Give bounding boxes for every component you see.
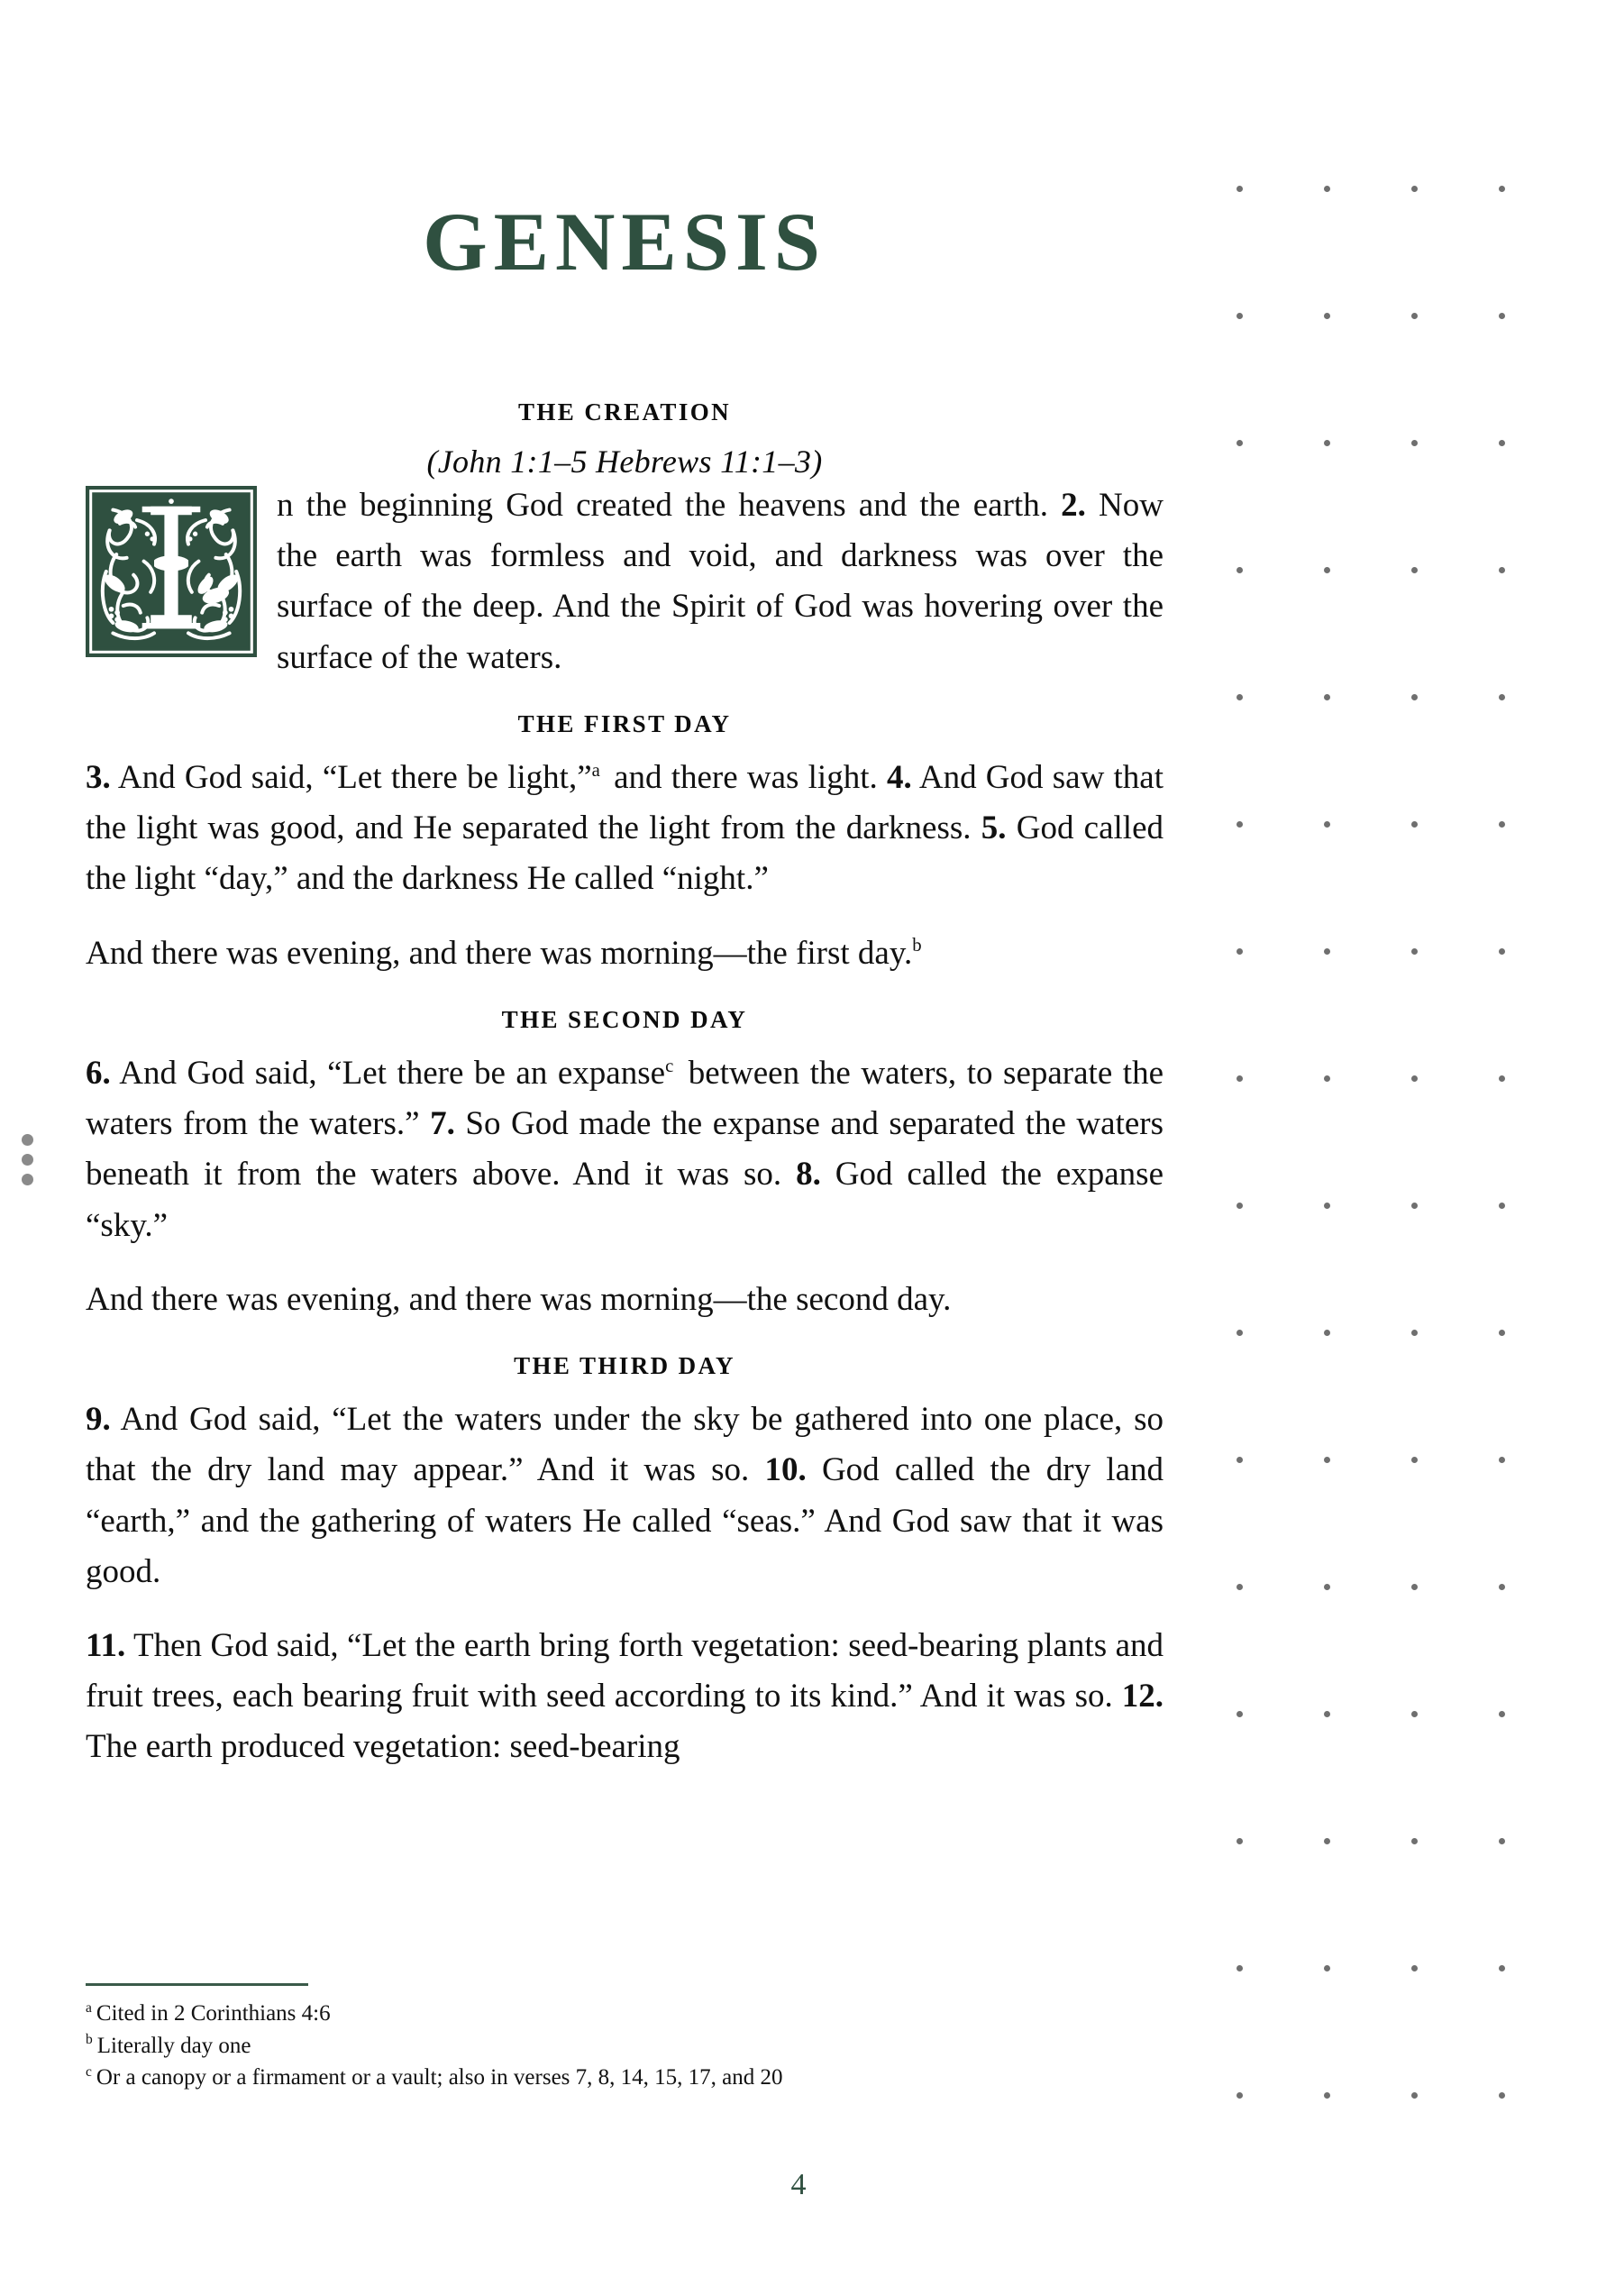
decorative-dot — [1324, 567, 1330, 573]
verse-4-text: And God saw that the light was good, and He separated the light from the darkness. — [86, 758, 1164, 847]
footnote-b — [86, 2030, 1164, 2063]
decorative-dot — [1499, 1203, 1505, 1209]
decorative-dot — [1324, 2092, 1330, 2099]
footnote-c — [86, 2062, 1164, 2094]
first-day-closing-text: And there was evening, and there was morning—the first day. — [86, 934, 913, 972]
verse-number-2: 2. — [1061, 487, 1086, 524]
verse-10-text: God called the dry land “earth,” and the gathering of waters He called “seas.” And God saw that it was good. — [86, 1451, 1164, 1590]
section-heading-second-day: THE SECOND DAY — [501, 1005, 748, 1033]
decorative-dot — [1411, 567, 1418, 573]
decorative-dot — [1411, 694, 1418, 700]
footnote-a — [86, 1998, 1164, 2030]
decorative-dot — [1324, 1584, 1330, 1590]
verse-number-7: 7. — [430, 1105, 455, 1143]
decorative-dot — [1499, 694, 1505, 700]
verse-12-text: The earth produced vegetation: seed-bearing — [86, 1728, 680, 1766]
first-day-closing-paragraph — [86, 928, 1164, 979]
decorative-dot-grid-right — [1237, 186, 1525, 2151]
footnote-c-text: Or a canopy or a firmament or a vault; also in verses 7, 8, 14, 15, 17, and 20 — [96, 2065, 783, 2090]
page-title: GENESIS — [423, 196, 826, 288]
decorative-dot — [1237, 948, 1243, 955]
decorative-dot — [1411, 1711, 1418, 1717]
decorative-dot — [1499, 1965, 1505, 1971]
verse-8-text: God called the expanse “sky.” — [86, 1156, 1164, 1244]
decorative-dot — [1324, 821, 1330, 828]
decorative-dot — [1411, 1075, 1418, 1082]
decorative-dot — [1237, 313, 1243, 319]
decorative-dot — [1237, 821, 1243, 828]
verse-number-3: 3. — [86, 758, 111, 796]
verse-number-9: 9. — [86, 1401, 111, 1439]
decorative-dot — [1411, 1330, 1418, 1336]
first-paragraph-block — [86, 480, 1164, 683]
verse-9-text: And God said, “Let the waters under the sky be gathered into one place, so that the dry land may appear.” And it was so. — [86, 1401, 1164, 1489]
second-day-closing-paragraph: And there was evening, and there was morning—the second day. — [86, 1280, 952, 1318]
section-heading-first-day: THE FIRST DAY — [517, 709, 732, 737]
decorative-dot — [1324, 1965, 1330, 1971]
decorative-dot — [1324, 186, 1330, 192]
footnote-a-text: Cited in 2 Corinthians 4:6 — [96, 2001, 331, 2026]
verse-1-text: n the beginning God created the heavens and the earth. — [277, 487, 1062, 524]
decorative-dot — [1411, 440, 1418, 446]
decorative-dot — [1411, 1838, 1418, 1844]
verse-11-text: Then God said, “Let the earth bring forth vegetation: seed-bearing plants and fruit trees, each bearing fruit with seed according to its kind.” And it was so. — [86, 1626, 1164, 1715]
verse-paragraph-9-10 — [86, 1395, 1164, 1597]
verse-3-text-a: And God said, “Let there be light,” — [110, 758, 592, 796]
decorative-dot — [1499, 1584, 1505, 1590]
verse-number-5: 5. — [981, 810, 1007, 847]
decorative-dot — [1324, 440, 1330, 446]
decorative-dot — [22, 1154, 33, 1166]
verse-6-text-a: And God said, “Let there be an expanse — [110, 1054, 666, 1092]
verse-number-6: 6. — [86, 1054, 111, 1092]
decorative-dot — [1237, 440, 1243, 446]
decorative-dot — [1411, 186, 1418, 192]
decorative-dot — [1237, 1965, 1243, 1971]
decorative-dot — [1411, 948, 1418, 955]
decorative-dot — [1411, 1965, 1418, 1971]
page-content — [86, 0, 1164, 1773]
decorative-dot — [1324, 1330, 1330, 1336]
footnote-b-text: Literally day one — [96, 2033, 251, 2058]
decorative-dot — [1324, 948, 1330, 955]
footnote-ref-b[interactable]: b — [912, 936, 922, 956]
decorative-dot — [1324, 1075, 1330, 1082]
decorative-dot — [1324, 1457, 1330, 1463]
verse-number-4: 4. — [886, 758, 912, 796]
footnote-ref-c[interactable]: c — [665, 1056, 674, 1076]
verse-paragraph-6-8 — [86, 1048, 1164, 1251]
decorative-dot — [1499, 186, 1505, 192]
verse-5-text: God called the light “day,” and the darkness He called “night.” — [86, 810, 1164, 898]
footnote-a-marker: a — [86, 1999, 92, 2016]
decorative-dot — [1237, 1838, 1243, 1844]
footnote-block — [86, 1983, 1164, 2094]
decorative-dot — [1499, 1457, 1505, 1463]
decorative-dot — [1237, 567, 1243, 573]
decorative-dot — [1499, 440, 1505, 446]
verse-number-11: 11. — [86, 1626, 126, 1664]
decorative-dot — [1324, 1838, 1330, 1844]
decorative-dot — [1499, 1711, 1505, 1717]
page-number: 4 — [790, 2168, 807, 2201]
decorative-dot — [1499, 948, 1505, 955]
decorative-dot — [1324, 1711, 1330, 1717]
decorative-dot — [1237, 1203, 1243, 1209]
decorative-dot — [1324, 694, 1330, 700]
verse-number-12: 12. — [1121, 1678, 1164, 1715]
footnote-ref-a[interactable]: a — [591, 760, 600, 781]
decorative-dot — [1411, 313, 1418, 319]
decorative-dot — [1411, 1203, 1418, 1209]
decorative-dot-group-left — [22, 1134, 40, 1215]
decorative-dot — [1237, 1711, 1243, 1717]
decorative-dot — [1499, 1838, 1505, 1844]
decorative-dot — [1237, 1584, 1243, 1590]
decorative-dot — [1499, 2092, 1505, 2099]
verse-7-text: So God made the expanse and separated the waters beneath it from the waters above. And it was so. — [86, 1105, 1164, 1194]
decorative-dot — [1237, 694, 1243, 700]
section-heading-third-day: THE THIRD DAY — [514, 1352, 735, 1380]
decorative-dot — [1324, 313, 1330, 319]
verse-2-text: Now the earth was formless and void, and darkness was over the surface of the deep. And the Spirit of God was hovering over the surface of the waters. — [277, 487, 1164, 676]
decorative-dot — [1411, 1457, 1418, 1463]
decorative-dot — [1499, 1330, 1505, 1336]
illuminated-dropcap-i-icon — [86, 486, 257, 657]
footnote-b-marker: b — [86, 2032, 93, 2048]
decorative-dot — [1237, 1330, 1243, 1336]
decorative-dot — [1237, 2092, 1243, 2099]
section-heading-creation: THE CREATION — [517, 398, 732, 425]
decorative-dot — [1499, 313, 1505, 319]
footnote-c-marker: c — [86, 2063, 92, 2080]
verse-3-text-b: and there was light. — [604, 758, 887, 796]
verse-paragraph-3-5 — [86, 753, 1164, 905]
decorative-dot — [1499, 567, 1505, 573]
verse-6-text-b: between the waters, to separate the waters from the waters.” — [86, 1054, 1164, 1143]
decorative-dot — [1324, 1203, 1330, 1209]
decorative-dot — [1411, 2092, 1418, 2099]
decorative-dot — [22, 1134, 33, 1146]
verse-number-8: 8. — [796, 1156, 821, 1194]
decorative-dot — [1237, 1457, 1243, 1463]
decorative-dot — [1411, 821, 1418, 828]
verse-paragraph-11-12 — [86, 1621, 1164, 1773]
decorative-dot — [1237, 186, 1243, 192]
footnote-separator-rule — [86, 1983, 308, 1986]
decorative-dot — [1411, 1584, 1418, 1590]
decorative-dot — [1237, 1075, 1243, 1082]
verse-number-10: 10. — [764, 1451, 807, 1489]
decorative-dot — [1499, 821, 1505, 828]
cross-reference: (John 1:1–5 Hebrews 11:1–3) — [426, 444, 823, 480]
decorative-dot — [1499, 1075, 1505, 1082]
decorative-dot — [22, 1174, 33, 1185]
